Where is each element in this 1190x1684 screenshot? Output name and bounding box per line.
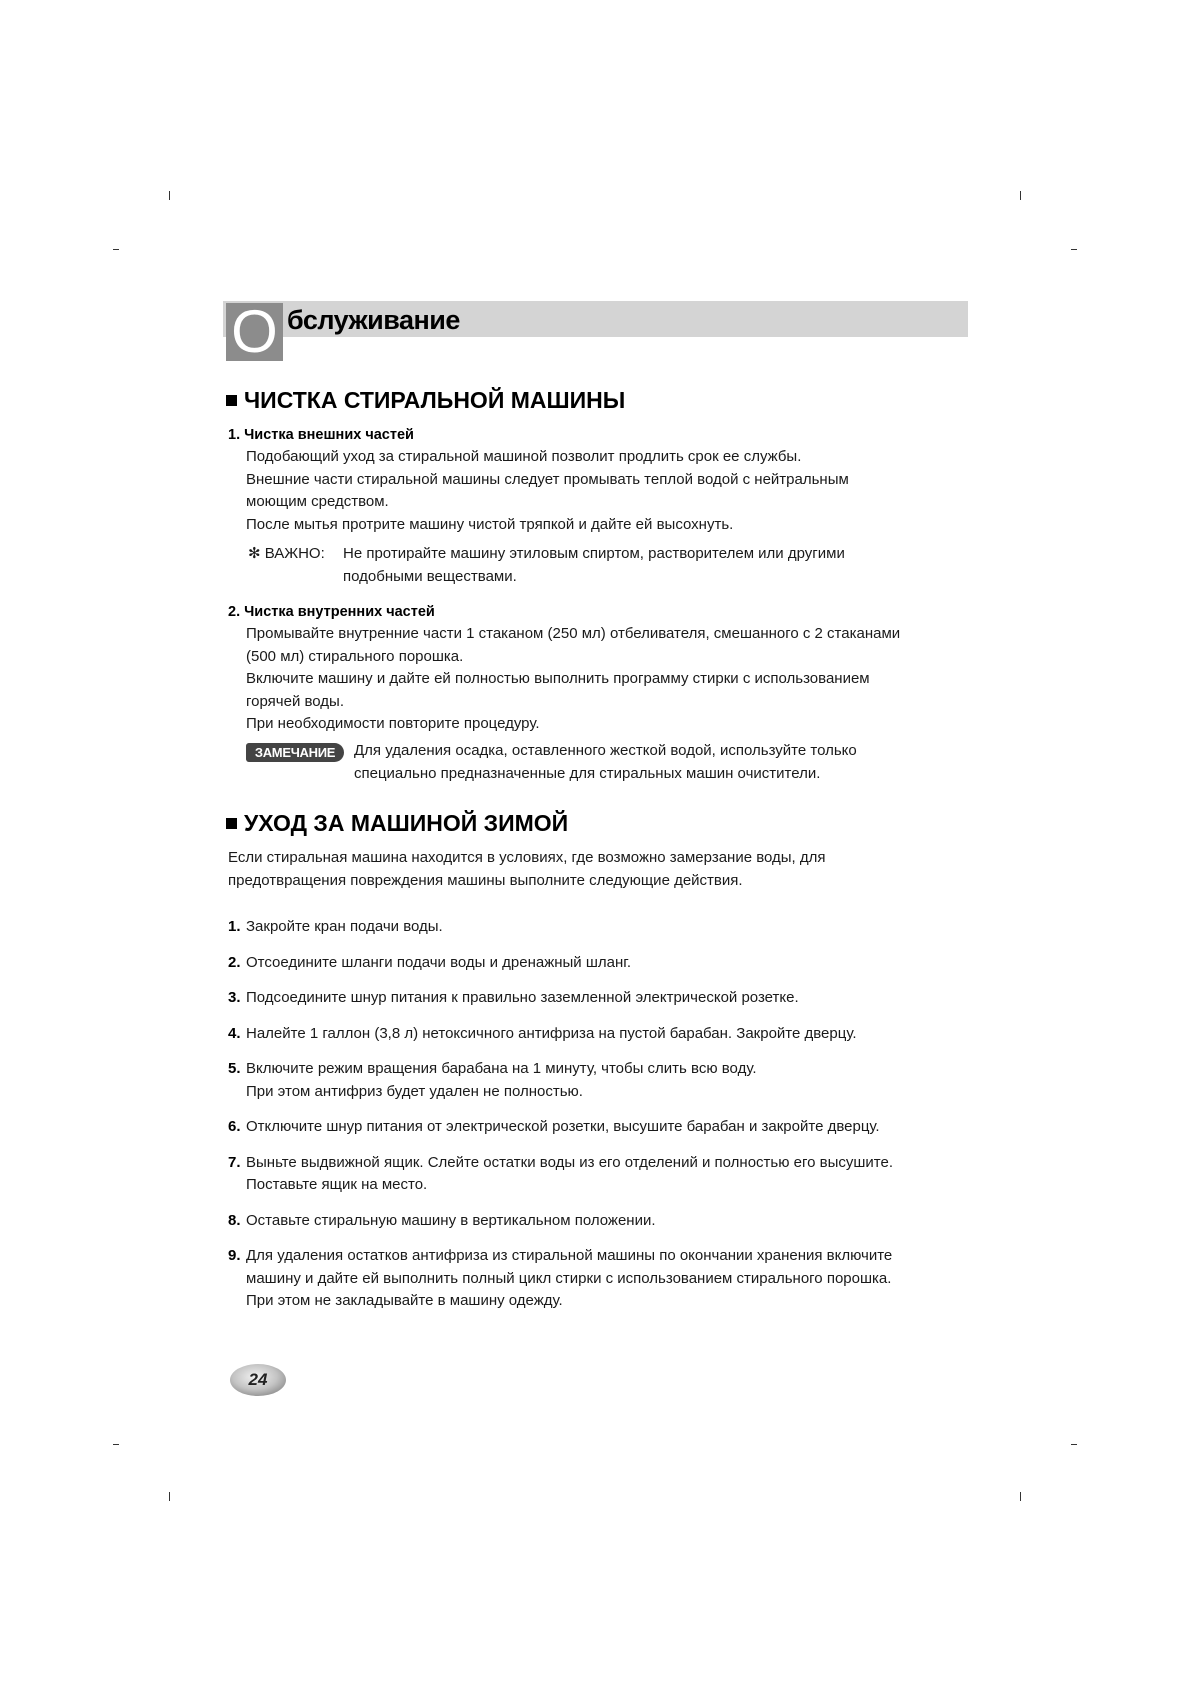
crop-mark [1071,249,1077,250]
winter-steps-list [228,916,968,1313]
crop-mark [1020,1492,1021,1501]
text-line: Закройте кран подачи воды. [246,918,443,935]
text-line: При необходимости повторите процедуру. [246,715,540,732]
crop-mark [1071,1444,1077,1445]
text-line: При этом не закладывайте в машину одежду. [246,1292,563,1309]
text-line: Не протирайте машину этиловым спиртом, растворителем или другими [343,545,845,562]
text-line: Для удаления осадка, оставленного жесткой водой, используйте только [354,742,857,759]
text-line: При этом антифриз будет удален не полностью. [246,1082,583,1100]
section-heading-text: УХОД ЗА МАШИНОЙ ЗИМОЙ [244,810,569,836]
text-line: Для удаления остатков антифриза из стиральной машины по окончании хранения включите [246,1247,893,1264]
page-title: бслуживание [287,305,460,335]
list-number: 4. [228,1024,241,1042]
text-line: Внешние части стиральной машины следует промывать теплой водой с нейтральным [246,470,849,488]
page-number: 24 [248,1370,268,1389]
subsection-heading-exterior: 1. Чистка внешних частей [228,427,414,443]
exterior-paragraph [246,446,966,536]
list-item [228,916,968,939]
text-line: Если стиральная машина находится в условиях, где возможно замерзание воды, для [228,849,826,866]
note-badge: ЗАМЕЧАНИЕ [246,743,344,762]
list-number: 7. [228,1153,241,1171]
square-bullet-icon [226,818,237,829]
text-line: машину и дайте ей выполнить полный цикл стирки с использованием стирального порошка. [246,1269,892,1287]
crop-mark [113,249,119,250]
text-line: Включите машину и дайте ей полностью выполнить программу стирки с использованием [246,670,870,687]
crop-mark [113,1444,119,1445]
crop-mark [1020,191,1021,200]
list-item [228,1210,968,1233]
list-item [228,987,968,1010]
text-line: моющим средством. [246,493,389,510]
text-line: Выньте выдвижной ящик. Слейте остатки воды из его отделений и полностью его высушите. [246,1153,894,1171]
crop-mark [169,191,170,200]
list-number: 6. [228,1118,241,1135]
section-heading-cleaning [226,387,625,414]
text-line: (500 мл) стирального порошка. [246,647,464,665]
list-item [228,1058,968,1103]
important-label: ✻ ВАЖНО: [248,545,325,562]
list-number: 5. [228,1060,241,1077]
text-line: Подсоедините шнур питания к правильно заземленной электрической розетке. [246,989,799,1006]
crop-mark [169,1492,170,1501]
section-heading-text: ЧИСТКА СТИРАЛЬНОЙ МАШИНЫ [244,387,626,413]
text-line: Включите режим вращения барабана на 1 минуту, чтобы слить всю воду. [246,1060,757,1077]
winter-intro [228,847,968,892]
list-item [228,1116,968,1139]
text-line: предотвращения повреждения машины выполните следующие действия. [228,871,743,889]
important-text [343,543,963,588]
section-heading-winter [226,810,568,837]
list-number: 9. [228,1247,241,1264]
text-line: Поставьте ящик на место. [246,1176,428,1193]
note-text [354,740,964,785]
square-bullet-icon [226,395,237,406]
list-number: 3. [228,989,241,1006]
text-line: горячей воды. [246,692,344,710]
list-number: 2. [228,953,241,971]
list-item [228,1152,968,1197]
page-title-initial: O [226,303,283,361]
list-item [228,952,968,975]
text-line: Отсоедините шланги подачи воды и дренажный шланг. [246,953,632,971]
text-line: специально предназначенные для стиральных машин очистители. [354,764,821,782]
interior-paragraph [246,623,976,736]
list-item [228,1023,968,1046]
list-item [228,1245,968,1313]
text-line: Налейте 1 галлон (3,8 л) нетоксичного антифриза на пустой барабан. Закройте дверцу. [246,1024,857,1042]
text-line: Оставьте стиральную машину в вертикальном положении. [246,1211,656,1229]
text-line: подобными веществами. [343,567,517,585]
list-number: 1. [228,918,241,935]
subsection-heading-interior: 2. Чистка внутренних частей [228,604,435,620]
list-number: 8. [228,1211,241,1229]
text-line: После мытья протрите машину чистой тряпкой и дайте ей высохнуть. [246,515,734,533]
page-number-badge [229,1363,287,1397]
text-line: Отключите шнур питания от электрической розетки, высушите барабан и закройте дверцу. [246,1118,880,1135]
text-line: Подобающий уход за стиральной машиной позволит продлить срок ее службы. [246,448,802,465]
text-line: Промывайте внутренние части 1 стаканом (250 мл) отбеливателя, смешанного с 2 стаканами [246,625,901,642]
